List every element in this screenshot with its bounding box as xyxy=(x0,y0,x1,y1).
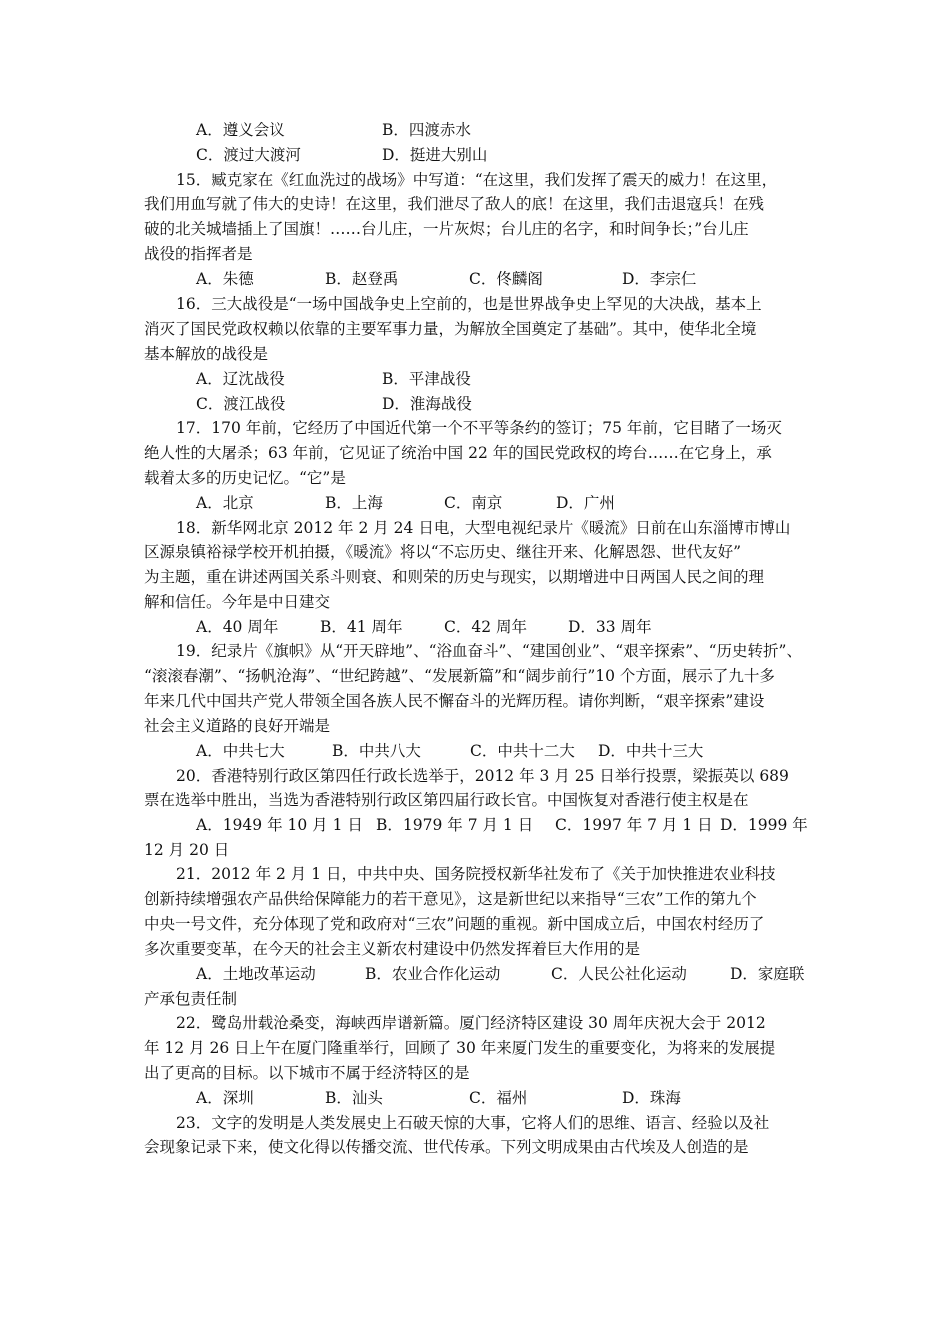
q22-option-c: C．福州 xyxy=(469,1089,528,1107)
q23-line-1: 23．文字的发明是人类发展史上石破天惊的大事，它将人们的思维、语言、经验以及社 xyxy=(176,1114,770,1132)
q14-option-d: D．挺进大别山 xyxy=(382,146,488,164)
q22-option-d: D．珠海 xyxy=(622,1089,681,1107)
q18-line-2: 区源泉镇裕禄学校开机拍摄，《暖流》将以“不忘历史、继往开来、化解恩怨、世代友好” xyxy=(144,543,742,561)
q21-option-b: B．农业合作化运动 xyxy=(365,965,501,983)
q22-line-3: 出了更高的目标。以下城市不属于经济特区的是 xyxy=(144,1064,470,1082)
q20-line-2: 票在选举中胜出，当选为香港特别行政区第四届行政长官。中国恢复对香港行使主权是在 xyxy=(144,791,749,809)
q22-line-2: 年 12 月 26 日上午在厦门隆重举行，回顾了 30 年来厦门发生的重要变化，为将来的发展提 xyxy=(144,1039,776,1057)
q14-option-b: B．四渡赤水 xyxy=(382,121,471,139)
q15-option-c: C．佟麟阁 xyxy=(469,270,543,288)
q20-option-c: C．1997 年 7 月 1 日 xyxy=(555,816,713,834)
q14-option-c: C．渡过大渡河 xyxy=(196,146,301,164)
q19-line-1: 19．纪录片《旗帜》从“开天辟地”、“浴血奋斗”、“建国创业”、“艰辛探索”、“历史转折”、 xyxy=(176,642,802,660)
q16-option-d: D．淮海战役 xyxy=(382,395,472,413)
q18-option-b: B．41 周年 xyxy=(320,618,403,636)
q15-line-1: 15．臧克家在《红血洗过的战场》中写道：“在这里，我们发挥了震天的威力！在这里， xyxy=(176,171,778,189)
q19-line-2: “滚滚春潮”、“扬帆沧海”、“世纪跨越”、“发展新篇”和“阔步前行”10 个方面，展示了九十多 xyxy=(144,667,775,685)
q22-option-a: A．深圳 xyxy=(196,1089,254,1107)
q17-option-c: C．南京 xyxy=(444,494,503,512)
q18-line-3: 为主题，重在讲述两国关系斗则衰、和则荣的历史与现实，以期增进中日两国人民之间的理 xyxy=(144,568,765,586)
q15-line-3: 破的北关城墙插上了国旗！……台儿庄，一片灰烬；台儿庄的名字，和时间争长；”台儿庄 xyxy=(144,220,749,238)
q15-option-a: A．朱德 xyxy=(196,270,254,288)
q17-line-2: 绝人性的大屠杀；63 年前，它见证了统治中国 22 年的国民党政权的垮台……在它身上，承 xyxy=(144,444,772,462)
q16-line-1: 16．三大战役是“一场中国战争史上空前的，也是世界战争史上罕见的大决战，基本上 xyxy=(176,295,762,313)
q18-option-c: C．42 周年 xyxy=(444,618,528,636)
q14-option-a: A．遵义会议 xyxy=(196,121,285,139)
q20-option-a: A．1949 年 10 月 1 日 xyxy=(196,816,363,834)
q21-option-c: C．人民公社化运动 xyxy=(551,965,687,983)
q16-option-a: A．辽沈战役 xyxy=(196,370,285,388)
q16-line-3: 基本解放的战役是 xyxy=(144,345,269,363)
q17-line-3: 载着太多的历史记忆。“它”是 xyxy=(144,469,346,487)
q17-option-b: B．上海 xyxy=(325,494,383,512)
q18-option-a: A．40 周年 xyxy=(196,618,279,636)
q20-option-d-cont: 12 月 20 日 xyxy=(144,841,230,859)
q19-line-4: 社会主义道路的良好开端是 xyxy=(144,717,331,735)
q17-option-d: D．广州 xyxy=(556,494,615,512)
q20-line-1: 20．香港特别行政区第四任行政长选举于，2012 年 3 月 25 日举行投票，梁振英以 689 xyxy=(176,767,789,785)
q16-option-c: C．渡江战役 xyxy=(196,395,286,413)
q17-line-1: 17．170 年前，它经历了中国近代第一个不平等条约的签订；75 年前，它目睹了一场灭 xyxy=(176,419,782,437)
q20-option-b: B．1979 年 7 月 1 日 xyxy=(376,816,534,834)
q21-option-d-cont: 产承包责任制 xyxy=(144,990,238,1008)
q22-option-b: B．汕头 xyxy=(325,1089,383,1107)
q21-line-1: 21．2012 年 2 月 1 日，中共中央、国务院授权新华社发布了《关于加快推进农业科技 xyxy=(176,865,776,883)
q16-line-2: 消灭了国民党政权赖以依靠的主要军事力量，为解放全国奠定了基础”。其中，使华北全境 xyxy=(144,320,757,338)
q21-line-2: 创新持续增强农产品供给保障能力的若干意见》，这是新世纪以来指导“三农”工作的第九个 xyxy=(144,890,757,908)
q18-line-1: 18．新华网北京 2012 年 2 月 24 日电，大型电视纪录片《暖流》日前在山东淄博市博山 xyxy=(176,519,791,537)
q18-option-d: D．33 周年 xyxy=(568,618,652,636)
q20-option-d: D．1999 年 xyxy=(720,816,808,834)
q21-line-4: 多次重要变革，在今天的社会主义新农村建设中仍然发挥着巨大作用的是 xyxy=(144,940,641,958)
q17-option-a: A．北京 xyxy=(196,494,254,512)
q18-line-4: 解和信任。今年是中日建交 xyxy=(144,593,331,611)
q19-option-d: D．中共十三大 xyxy=(598,742,704,760)
q19-option-b: B．中共八大 xyxy=(332,742,421,760)
q21-line-3: 中央一号文件，充分体现了党和政府对“三农”问题的重视。新中国成立后，中国农村经历了 xyxy=(144,915,765,933)
q15-line-2: 我们用血写就了伟大的史诗！在这里，我们泄尽了敌人的底！在这里，我们击退寇兵！在残 xyxy=(144,195,765,213)
q19-option-a: A．中共七大 xyxy=(196,742,285,760)
q22-line-1: 22．鹭岛卅载沧桑变，海峡西岸谱新篇。厦门经济特区建设 30 周年庆祝大会于 2012 xyxy=(176,1014,766,1032)
q21-option-a: A．土地改革运动 xyxy=(196,965,316,983)
q15-option-d: D．李宗仁 xyxy=(622,270,697,288)
q21-option-d: D．家庭联 xyxy=(730,965,805,983)
q23-line-2: 会现象记录下来，使文化得以传播交流、世代传承。下列文明成果由古代埃及人创造的是 xyxy=(144,1138,749,1156)
q15-option-b: B．赵登禹 xyxy=(325,270,399,288)
q16-option-b: B．平津战役 xyxy=(382,370,471,388)
q19-option-c: C．中共十二大 xyxy=(470,742,575,760)
q19-line-3: 年来几代中国共产党人带领全国各族人民不懈奋斗的光辉历程。请你判断，“艰辛探索”建设 xyxy=(144,692,765,710)
q15-line-4: 战役的指挥者是 xyxy=(144,245,253,263)
